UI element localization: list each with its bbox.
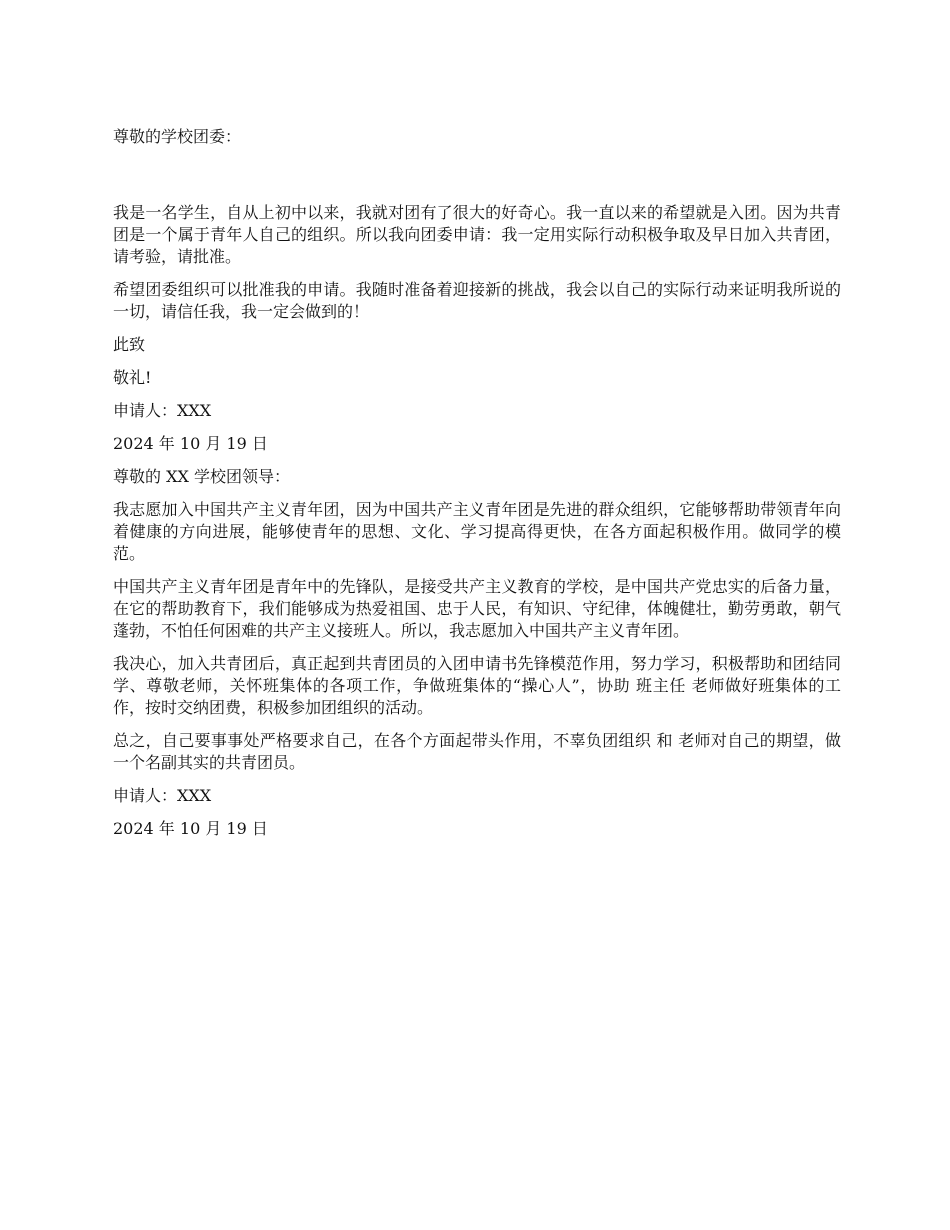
letter1-signature: 申请人：XXX (113, 401, 212, 420)
letter2-paragraph: 我志愿加入中国共产主义青年团，因为中国共产主义青年团是先进的群众组织，它能够帮助带领青年向着健康的方向进展，能够使青年的思想、文化、学习提高得更快，在各方面起积极作用。做同学的模范。 (113, 500, 841, 563)
letter2-paragraph: 总之，自己要事事处严格要求自己，在各个方面起带头作用，不辜负团组织 和 老师对自己的期望，做一个名副其实的共青团员。 (113, 731, 841, 772)
letter1-salutation: 尊敬的学校团委： (113, 127, 242, 146)
letter1-closing: 此致 (113, 335, 146, 354)
letter2-date: 2024 年 10 月 19 日 (113, 819, 268, 838)
letter1-date: 2024 年 10 月 19 日 (113, 434, 268, 453)
letter2-paragraph: 我决心，加入共青团后，真正起到共青团员的入团申请书先锋模范作用，努力学习，积极帮助和团结同学、尊敬老师，关怀班集体的各项工作，争做班集体的“操心人”，协助 班主任 老师做好班集体的工作，按时交纳团费，积极参加团组织的活动。 (113, 654, 841, 717)
document-page (113, 126, 841, 840)
letter2-paragraph: 中国共产主义青年团是青年中的先锋队，是接受共产主义教育的学校，是中国共产党忠实的后备力量，在它的帮助教育下，我们能够成为热爱祖国、忠于人民，有知识、守纪律，体魄健壮，勤劳勇敢，朝气蓬勃，不怕任何困难的共产主义接班人。所以，我志愿加入中国共产主义青年团。 (113, 577, 841, 640)
letter1-paragraph: 我是一名学生，自从上初中以来，我就对团有了很大的好奇心。我一直以来的希望就是入团。因为共青团是一个属于青年人自己的组织。所以我向团委申请：我一定用实际行动积极争取及早日加入共青团，请考验，请批准。 (113, 203, 841, 266)
letter2-signature: 申请人：XXX (113, 786, 212, 805)
letter2-salutation: 尊敬的 XX 学校团领导： (113, 467, 290, 486)
letter1-paragraph: 希望团委组织可以批准我的申请。我随时准备着迎接新的挑战，我会以自己的实际行动来证明我所说的一切，请信任我，我一定会做到的！ (113, 280, 841, 321)
letter1-regards: 敬礼! (113, 368, 152, 387)
